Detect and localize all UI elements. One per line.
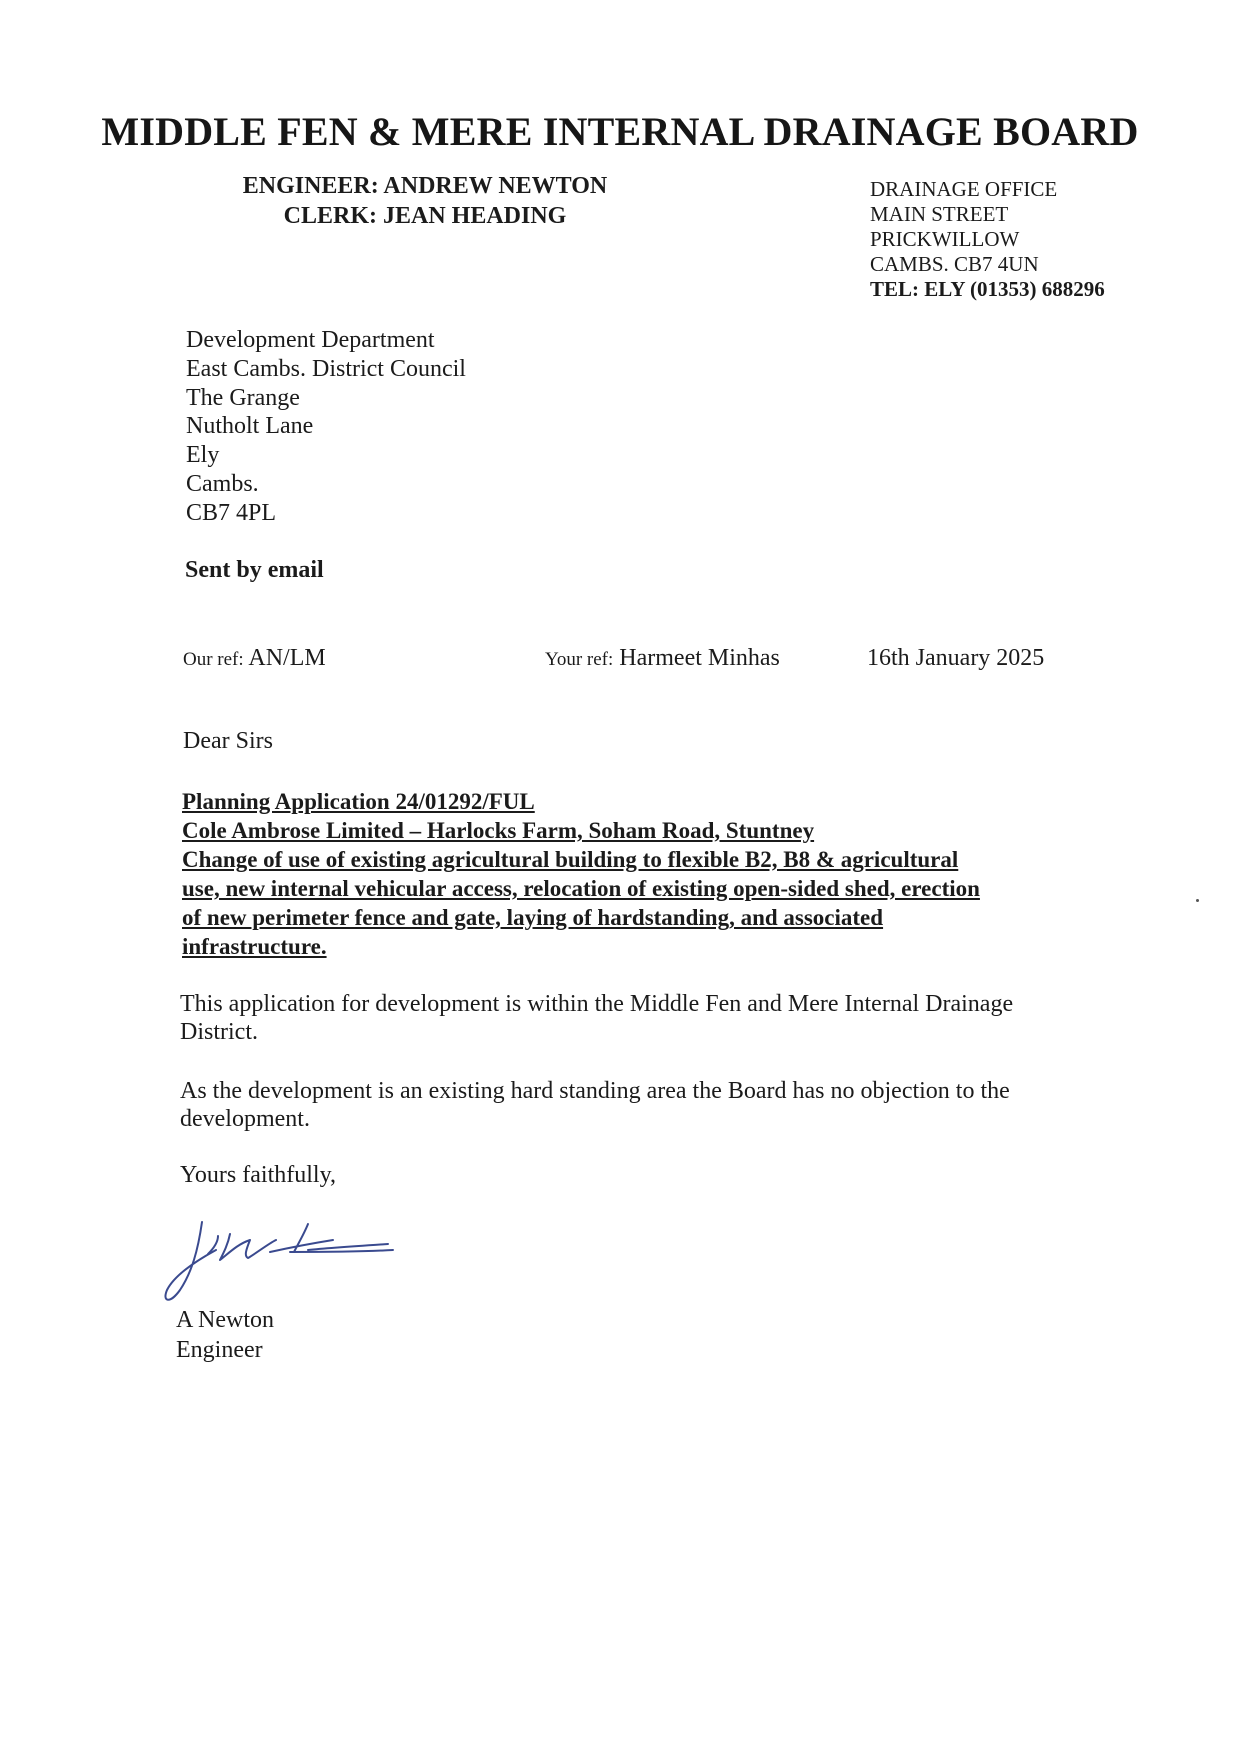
recipient-address: [186, 326, 466, 528]
your-reference: [545, 645, 780, 672]
your-ref-label: Your ref:: [545, 649, 614, 670]
recipient-line: East Cambs. District Council: [186, 355, 466, 382]
our-ref-value: AN/LM: [248, 645, 326, 671]
salutation: Dear Sirs: [183, 728, 273, 754]
recipient-line: Development Department: [186, 327, 435, 353]
your-ref-value: Harmeet Minhas: [619, 645, 780, 671]
subject-heading: [182, 787, 980, 961]
officers-block: [225, 171, 625, 231]
our-ref-label: Our ref:: [183, 649, 244, 670]
recipient-line: Nutholt Lane: [186, 413, 314, 440]
subject-line: infrastructure.: [182, 934, 327, 959]
subject-line: of new perimeter fence and gate, laying of hardstanding, and associated: [182, 905, 884, 930]
office-line: CAMBS. CB7 4UN: [870, 252, 1039, 276]
clerk-line: CLERK: JEAN HEADING: [283, 203, 567, 229]
signatory-title: Engineer: [176, 1337, 263, 1363]
delivery-note: Sent by email: [185, 557, 324, 583]
board-title: MIDDLE FEN & MERE INTERNAL DRAINAGE BOARD: [101, 109, 1139, 154]
subject-line: Change of use of existing agricultural building to flexible B2, B8 & agricultural: [182, 847, 959, 872]
subject-line: Cole Ambrose Limited – Harlocks Farm, Soham Road, Stuntney: [182, 818, 815, 843]
closing: Yours faithfully,: [180, 1162, 337, 1188]
signatory-name: A Newton: [176, 1307, 274, 1333]
letter-date: 16th January 2025: [867, 645, 1045, 671]
office-line: MAIN STREET: [870, 202, 1009, 226]
engineer-line: ENGINEER: ANDREW NEWTON: [242, 173, 608, 199]
office-telephone: TEL: ELY (01353) 688296: [870, 277, 1105, 301]
recipient-line: Cambs.: [186, 470, 259, 497]
office-line: DRAINAGE OFFICE: [870, 177, 1058, 201]
scan-speck: [1196, 899, 1199, 902]
recipient-line: Ely: [186, 442, 220, 469]
body-paragraph-2: As the development is an existing hard standing area the Board has no objection to the development.: [180, 1078, 1010, 1132]
handwritten-signature: [158, 1210, 428, 1320]
recipient-line: CB7 4PL: [186, 499, 277, 526]
office-line: PRICKWILLOW: [870, 227, 1020, 251]
recipient-line: The Grange: [186, 384, 300, 411]
subject-line: Planning Application 24/01292/FUL: [182, 789, 535, 814]
subject-line: use, new internal vehicular access, relocation of existing open-sided shed, erection: [182, 876, 980, 901]
our-reference: [183, 645, 326, 672]
body-paragraph-1: This application for development is within the Middle Fen and Mere Internal Drainage District.: [180, 991, 1014, 1045]
signatory-block: [176, 1305, 274, 1365]
office-address: [870, 177, 1105, 302]
